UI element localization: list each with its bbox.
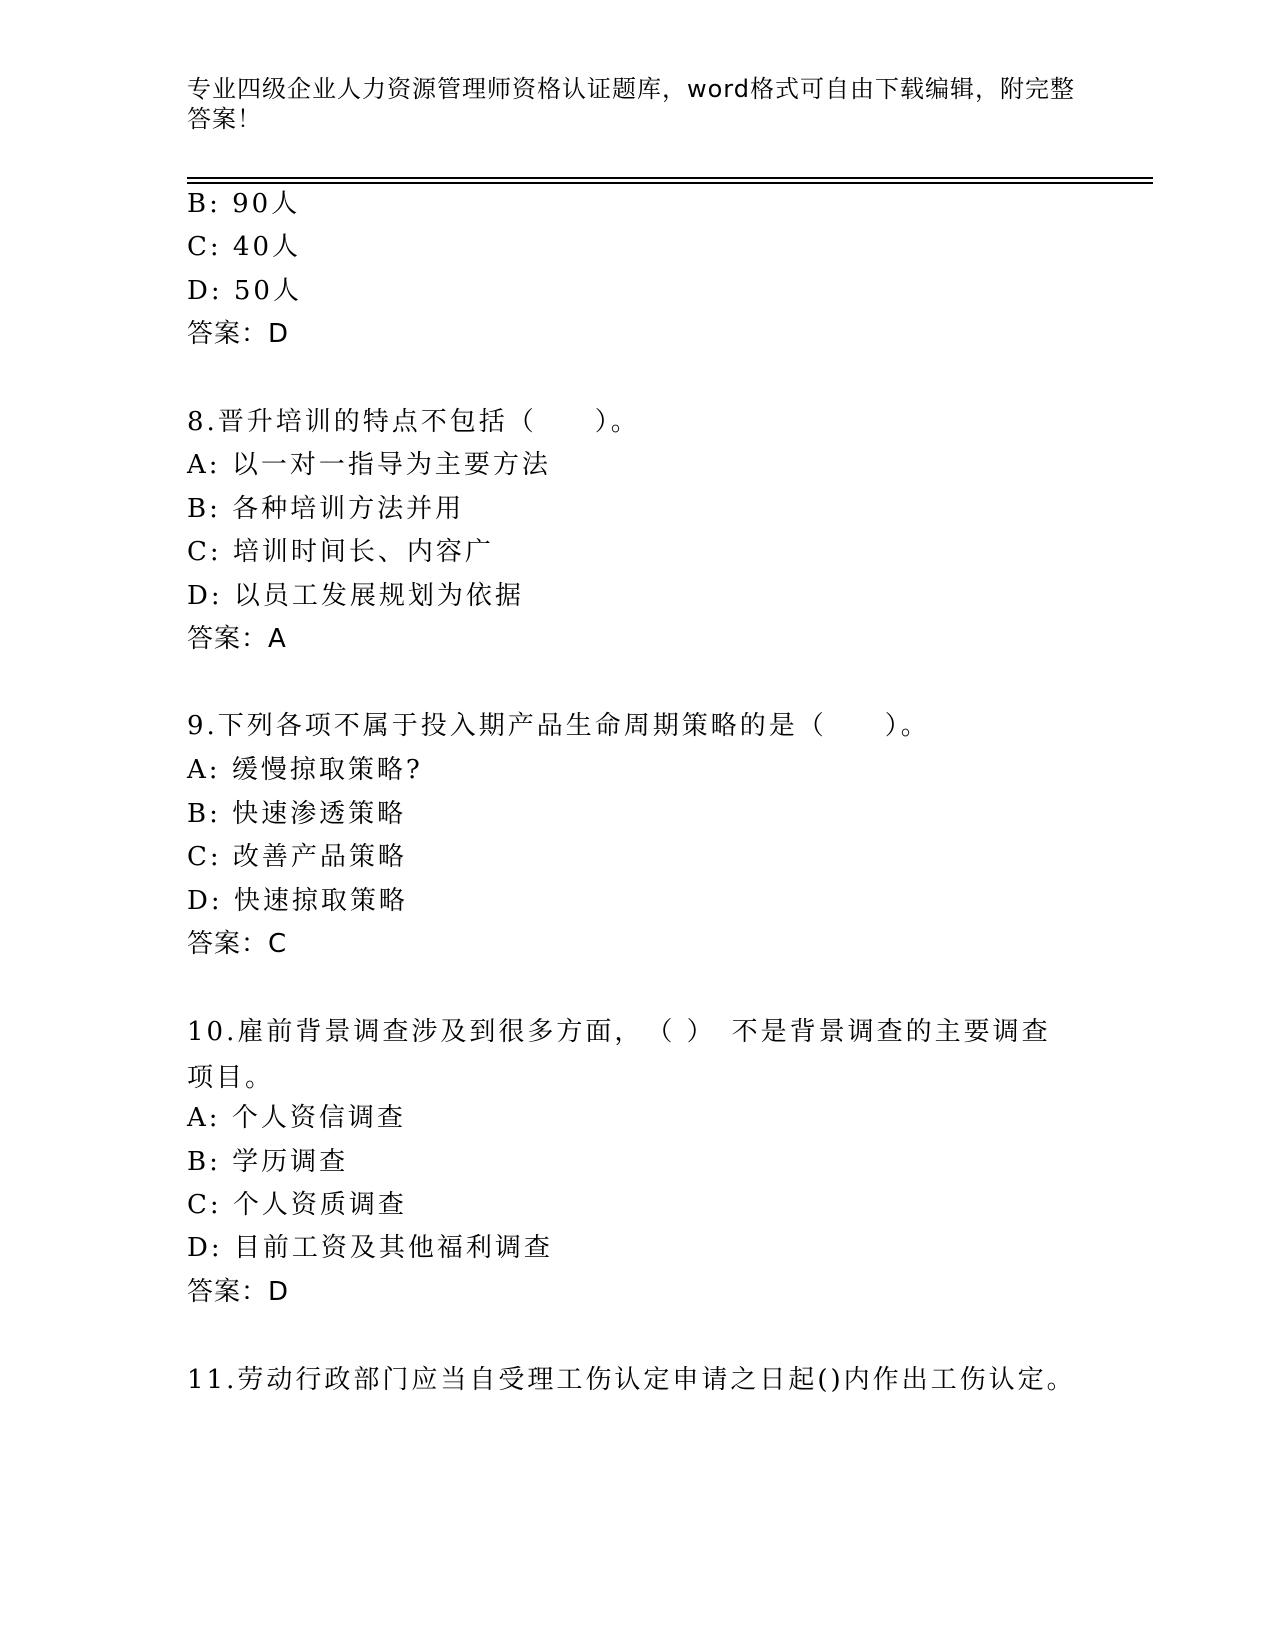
option-text: 改善产品策略 (232, 842, 407, 872)
option-label: A: (187, 450, 221, 480)
q10-answer: 答案：D (187, 1277, 290, 1307)
option-text: 90人 (232, 189, 301, 219)
option-label: C: (187, 537, 222, 567)
option-label: A: (187, 755, 221, 785)
option-label: D: (187, 886, 223, 916)
q10-option-a (187, 1100, 406, 1136)
option-text: 目前工资及其他福利调查 (233, 1233, 553, 1263)
q10-text: 10.雇前背景调查涉及到很多方面， （ ） 不是背景调查的主要调查项目。 (187, 1017, 1051, 1093)
header-divider-bottom (187, 182, 1153, 184)
option-text: 以员工发展规划为依据 (233, 581, 524, 611)
prev-option-b (187, 186, 300, 222)
prev-option-d (187, 273, 302, 309)
document-header: 专业四级企业人力资源管理师资格认证题库，word格式可自由下载编辑，附完整答案！ (187, 75, 1075, 133)
q9-option-b (187, 796, 406, 832)
option-text: 个人资信调查 (231, 1103, 406, 1133)
option-text: 快速渗透策略 (232, 799, 407, 829)
option-text: 学历调查 (232, 1147, 349, 1177)
option-label: D: (187, 581, 223, 611)
q11-text: 11.劳动行政部门应当自受理工伤认定申请之日起()内作出工伤认定。 (187, 1365, 1076, 1395)
option-label: C: (187, 1190, 222, 1220)
prev-answer: 答案：D (187, 319, 290, 349)
option-text: 以一对一指导为主要方法 (231, 450, 551, 480)
option-text: 40人 (232, 232, 302, 262)
q8-option-b (187, 491, 464, 527)
option-label: D: (187, 276, 223, 306)
option-text: 50人 (233, 276, 302, 306)
option-label: C: (187, 232, 222, 262)
q8-option-c (187, 534, 494, 570)
q8-answer: 答案：A (187, 624, 287, 654)
option-label: B: (187, 799, 221, 829)
option-text: 缓慢掠取策略? (231, 755, 423, 785)
option-text: 各种培训方法并用 (232, 494, 465, 524)
option-text: 培训时间长、内容广 (232, 537, 494, 567)
header-divider-top (187, 177, 1153, 179)
option-label: A: (187, 1103, 221, 1133)
option-label: B: (187, 1147, 221, 1177)
q8-option-d (187, 578, 524, 614)
q8-text: 8.晋升培训的特点不包括（ ）。 (187, 407, 640, 437)
option-label: B: (187, 189, 221, 219)
option-label: B: (187, 494, 221, 524)
q9-option-a (187, 752, 423, 788)
q8-option-a (187, 447, 551, 483)
q9-text: 9.下列各项不属于投入期产品生命周期策略的是（ ）。 (187, 711, 930, 741)
option-text: 个人资质调查 (232, 1190, 407, 1220)
option-label: C: (187, 842, 222, 872)
q10-option-b (187, 1144, 348, 1180)
option-label: D: (187, 1233, 223, 1263)
q10-option-d (187, 1230, 553, 1266)
q9-answer: 答案：C (187, 929, 288, 959)
option-text: 快速掠取策略 (233, 886, 408, 916)
prev-option-c (187, 229, 301, 265)
q9-option-c (187, 839, 407, 875)
q10-option-c (187, 1187, 407, 1223)
q9-option-d (187, 883, 408, 919)
